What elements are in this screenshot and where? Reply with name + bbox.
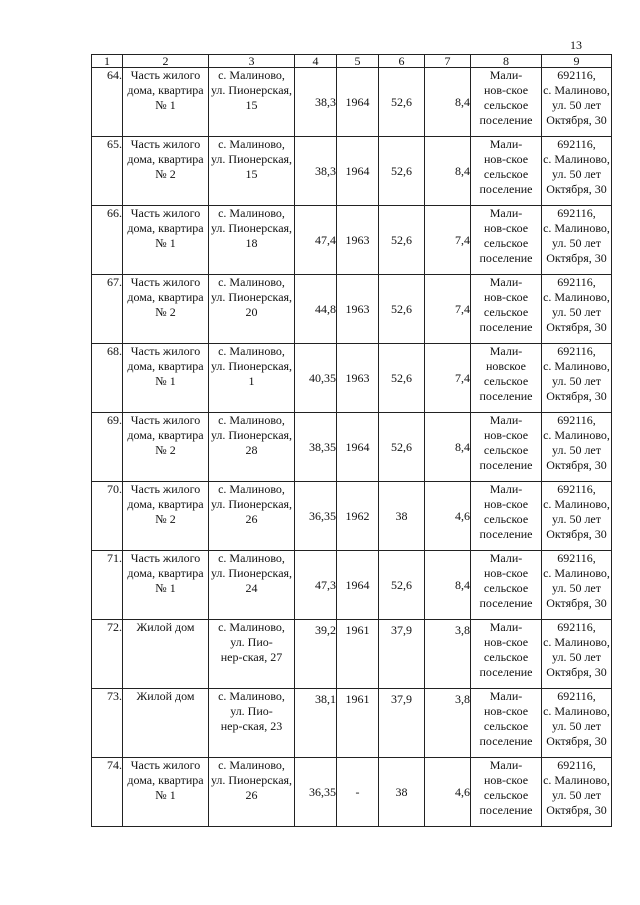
year-value: 1962 [337, 482, 379, 551]
area-value: 36,35 [295, 482, 337, 551]
owner-address: 692116, с. Малиново, ул. 50 лет Октября, 30 [542, 689, 612, 758]
column-header: 6 [379, 55, 425, 68]
owner-address: 692116, с. Малиново, ул. 50 лет Октября, 30 [542, 413, 612, 482]
table-row [92, 620, 612, 689]
owner-name: Мали- нов-ское сельское поселение [471, 551, 542, 620]
owner-address: 692116, с. Малиново, ул. 50 лет Октября, 30 [542, 68, 612, 137]
table-header [92, 55, 612, 68]
object-address: с. Малиново, ул. Пионерская, 26 [209, 758, 295, 827]
column-6-value: 37,9 [379, 620, 425, 689]
area-value: 47,3 [295, 551, 337, 620]
column-7-value: 8,4 [425, 551, 471, 620]
owner-name: Мали- нов-ское сельское поселение [471, 206, 542, 275]
table-row [92, 344, 612, 413]
column-header: 4 [295, 55, 337, 68]
row-number: 73. [92, 689, 123, 758]
object-name: Часть жилого дома, квартира № 2 [123, 137, 209, 206]
row-number: 69. [92, 413, 123, 482]
owner-address: 692116, с. Малиново, ул. 50 лет Октября, 30 [542, 137, 612, 206]
table-row [92, 758, 612, 827]
row-number: 67. [92, 275, 123, 344]
object-address: с. Малиново, ул. Пионерская, 28 [209, 413, 295, 482]
column-header: 1 [92, 55, 123, 68]
object-address: с. Малиново, ул. Пио- нер-ская, 27 [209, 620, 295, 689]
column-header: 7 [425, 55, 471, 68]
area-value: 38,1 [295, 689, 337, 758]
year-value: 1963 [337, 206, 379, 275]
owner-address: 692116, с. Малиново, ул. 50 лет Октября, 30 [542, 551, 612, 620]
object-name: Часть жилого дома, квартира № 1 [123, 344, 209, 413]
column-6-value: 52,6 [379, 206, 425, 275]
object-name: Часть жилого дома, квартира № 1 [123, 551, 209, 620]
owner-name: Мали- нов-ское сельское поселение [471, 689, 542, 758]
column-7-value: 4,6 [425, 482, 471, 551]
row-number: 70. [92, 482, 123, 551]
year-value: 1961 [337, 620, 379, 689]
column-7-value: 3,8 [425, 620, 471, 689]
area-value: 36,35 [295, 758, 337, 827]
object-address: с. Малиново, ул. Пионерская, 1 [209, 344, 295, 413]
object-name: Часть жилого дома, квартира № 2 [123, 413, 209, 482]
object-address: с. Малиново, ул. Пионерская, 26 [209, 482, 295, 551]
column-6-value: 52,6 [379, 551, 425, 620]
object-name: Часть жилого дома, квартира № 1 [123, 206, 209, 275]
row-number: 72. [92, 620, 123, 689]
table-row [92, 482, 612, 551]
table-row [92, 689, 612, 758]
table-row [92, 68, 612, 137]
object-address: с. Малиново, ул. Пионерская, 15 [209, 137, 295, 206]
column-6-value: 52,6 [379, 137, 425, 206]
column-7-value: 8,4 [425, 68, 471, 137]
row-number: 65. [92, 137, 123, 206]
row-number: 64. [92, 68, 123, 137]
area-value: 40,35 [295, 344, 337, 413]
column-7-value: 3,8 [425, 689, 471, 758]
table-body [92, 68, 612, 827]
year-value: 1963 [337, 344, 379, 413]
object-address: с. Малиново, ул. Пио- нер-ская, 23 [209, 689, 295, 758]
object-name: Часть жилого дома, квартира № 1 [123, 68, 209, 137]
column-7-value: 4,6 [425, 758, 471, 827]
column-header: 2 [123, 55, 209, 68]
year-value: 1961 [337, 689, 379, 758]
area-value: 39,2 [295, 620, 337, 689]
column-6-value: 52,6 [379, 344, 425, 413]
area-value: 47,4 [295, 206, 337, 275]
owner-address: 692116, с. Малиново, ул. 50 лет Октября, 30 [542, 620, 612, 689]
year-value: 1964 [337, 413, 379, 482]
column-header: 3 [209, 55, 295, 68]
row-number: 71. [92, 551, 123, 620]
area-value: 44,8 [295, 275, 337, 344]
owner-name: Мали- нов-ское сельское поселение [471, 68, 542, 137]
column-7-value: 7,4 [425, 344, 471, 413]
column-6-value: 38 [379, 758, 425, 827]
column-number-row [92, 55, 612, 68]
column-header: 8 [471, 55, 542, 68]
object-name: Часть жилого дома, квартира № 1 [123, 758, 209, 827]
column-7-value: 8,4 [425, 413, 471, 482]
object-address: с. Малиново, ул. Пионерская, 15 [209, 68, 295, 137]
owner-address: 692116, с. Малиново, ул. 50 лет Октября, 30 [542, 758, 612, 827]
owner-name: Мали- новское сельское поселение [471, 344, 542, 413]
owner-address: 692116, с. Малиново, ул. 50 лет Октября, 30 [542, 344, 612, 413]
owner-name: Мали- нов-ское сельское поселение [471, 482, 542, 551]
table-row [92, 413, 612, 482]
object-name: Часть жилого дома, квартира № 2 [123, 275, 209, 344]
owner-address: 692116, с. Малиново, ул. 50 лет Октября, 30 [542, 206, 612, 275]
owner-name: Мали- нов-ское сельское поселение [471, 275, 542, 344]
column-6-value: 52,6 [379, 275, 425, 344]
owner-name: Мали- нов-ское сельское поселение [471, 413, 542, 482]
row-number: 74. [92, 758, 123, 827]
year-value: 1963 [337, 275, 379, 344]
owner-name: Мали- нов-ское сельское поселение [471, 137, 542, 206]
owner-address: 692116, с. Малиново, ул. 50 лет Октября, 30 [542, 275, 612, 344]
table-row [92, 551, 612, 620]
year-value: 1964 [337, 551, 379, 620]
property-register-table [91, 54, 612, 827]
area-value: 38,3 [295, 137, 337, 206]
object-name: Жилой дом [123, 689, 209, 758]
object-address: с. Малиново, ул. Пионерская, 24 [209, 551, 295, 620]
object-name: Жилой дом [123, 620, 209, 689]
column-header: 9 [542, 55, 612, 68]
column-6-value: 52,6 [379, 413, 425, 482]
area-value: 38,35 [295, 413, 337, 482]
table-row [92, 137, 612, 206]
object-name: Часть жилого дома, квартира № 2 [123, 482, 209, 551]
column-7-value: 7,4 [425, 275, 471, 344]
column-6-value: 37,9 [379, 689, 425, 758]
area-value: 38,3 [295, 68, 337, 137]
object-address: с. Малиново, ул. Пионерская, 20 [209, 275, 295, 344]
column-header: 5 [337, 55, 379, 68]
object-address: с. Малиново, ул. Пионерская, 18 [209, 206, 295, 275]
year-value: 1964 [337, 137, 379, 206]
owner-name: Мали- нов-ское сельское поселение [471, 758, 542, 827]
year-value: - [337, 758, 379, 827]
row-number: 66. [92, 206, 123, 275]
owner-address: 692116, с. Малиново, ул. 50 лет Октября, 30 [542, 482, 612, 551]
column-6-value: 52,6 [379, 68, 425, 137]
table-row [92, 275, 612, 344]
owner-name: Мали- нов-ское сельское поселение [471, 620, 542, 689]
column-7-value: 7,4 [425, 206, 471, 275]
year-value: 1964 [337, 68, 379, 137]
row-number: 68. [92, 344, 123, 413]
column-7-value: 8,4 [425, 137, 471, 206]
table-row [92, 206, 612, 275]
page-number: 13 [570, 38, 582, 52]
column-6-value: 38 [379, 482, 425, 551]
